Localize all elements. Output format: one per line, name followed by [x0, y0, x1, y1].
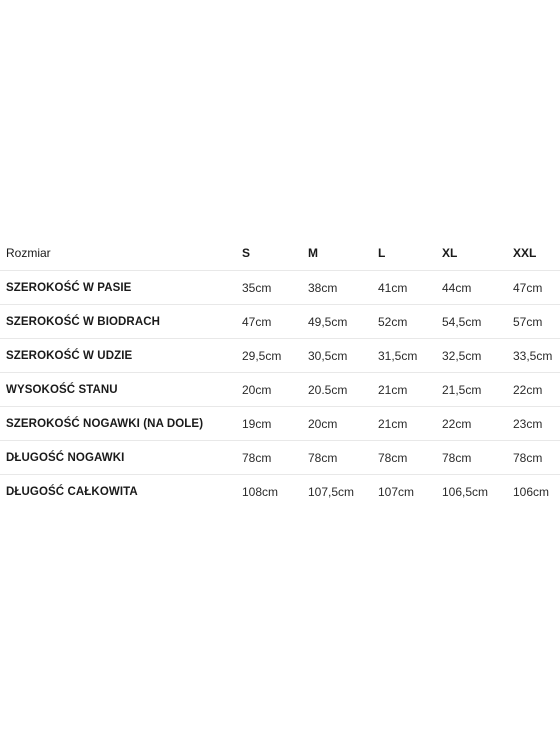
table-cell: 22cm: [436, 407, 507, 441]
table-cell: 78cm: [372, 441, 436, 475]
table-cell: 47cm: [507, 271, 560, 305]
row-label: DŁUGOŚĆ NOGAWKI: [0, 441, 236, 475]
table-row: [0, 407, 560, 441]
table-cell: 57cm: [507, 305, 560, 339]
table-cell: 35cm: [236, 271, 302, 305]
size-chart-table: [0, 236, 560, 508]
table-cell: 19cm: [236, 407, 302, 441]
table-row: [0, 373, 560, 407]
table-cell: 78cm: [507, 441, 560, 475]
table-cell: 49,5cm: [302, 305, 372, 339]
table-cell: 20.5cm: [302, 373, 372, 407]
table-cell: 44cm: [436, 271, 507, 305]
table-cell: 107,5cm: [308, 484, 355, 499]
row-label: WYSOKOŚĆ STANU: [0, 373, 236, 407]
table-cell: 33,5cm: [507, 339, 560, 373]
table-cell: 41cm: [372, 271, 436, 305]
table-cell: 20cm: [302, 407, 372, 441]
table-cell: 32,5cm: [436, 339, 507, 373]
table-cell: 21cm: [372, 373, 436, 407]
table-row: [0, 305, 560, 339]
table-cell: 106,5cm: [442, 484, 489, 499]
table-row: [0, 271, 560, 305]
table-cell: 108cm: [242, 484, 279, 499]
table-cell: 30,5cm: [302, 339, 372, 373]
table-cell: 106cm: [513, 484, 550, 499]
table-cell: 54,5cm: [436, 305, 507, 339]
table-row: [0, 339, 560, 373]
table-row: [0, 441, 560, 475]
table-cell: 52cm: [372, 305, 436, 339]
table-cell: 21cm: [372, 407, 436, 441]
table-cell: 20cm: [236, 373, 302, 407]
row-label: SZEROKOŚĆ W UDZIE: [0, 339, 236, 373]
table-cell: 47cm: [236, 305, 302, 339]
header-size-xxl: XXL: [507, 236, 560, 271]
row-label: SZEROKOŚĆ W PASIE: [0, 271, 236, 305]
header-size-l: L: [372, 236, 436, 271]
header-size-m: M: [302, 236, 372, 271]
table-cell: 107cm: [378, 484, 415, 499]
table-cell: 31,5cm: [372, 339, 436, 373]
table-row: [0, 475, 560, 509]
header-size-xl: XL: [436, 236, 507, 271]
table-cell: 21,5cm: [436, 373, 507, 407]
table-cell: 78cm: [236, 441, 302, 475]
row-label: SZEROKOŚĆ NOGAWKI (NA DOLE): [0, 407, 236, 441]
row-label: DŁUGOŚĆ CAŁKOWITA: [6, 485, 138, 498]
table-cell: 29,5cm: [236, 339, 302, 373]
header-size-label: Rozmiar: [0, 236, 236, 271]
table-cell: 38cm: [302, 271, 372, 305]
table-cell: 22cm: [507, 373, 560, 407]
row-label: SZEROKOŚĆ W BIODRACH: [0, 305, 236, 339]
header-size-s: S: [236, 236, 302, 271]
table-cell: 78cm: [302, 441, 372, 475]
table-cell: 23cm: [507, 407, 560, 441]
table-cell: 78cm: [436, 441, 507, 475]
table-header-row: [0, 236, 560, 271]
